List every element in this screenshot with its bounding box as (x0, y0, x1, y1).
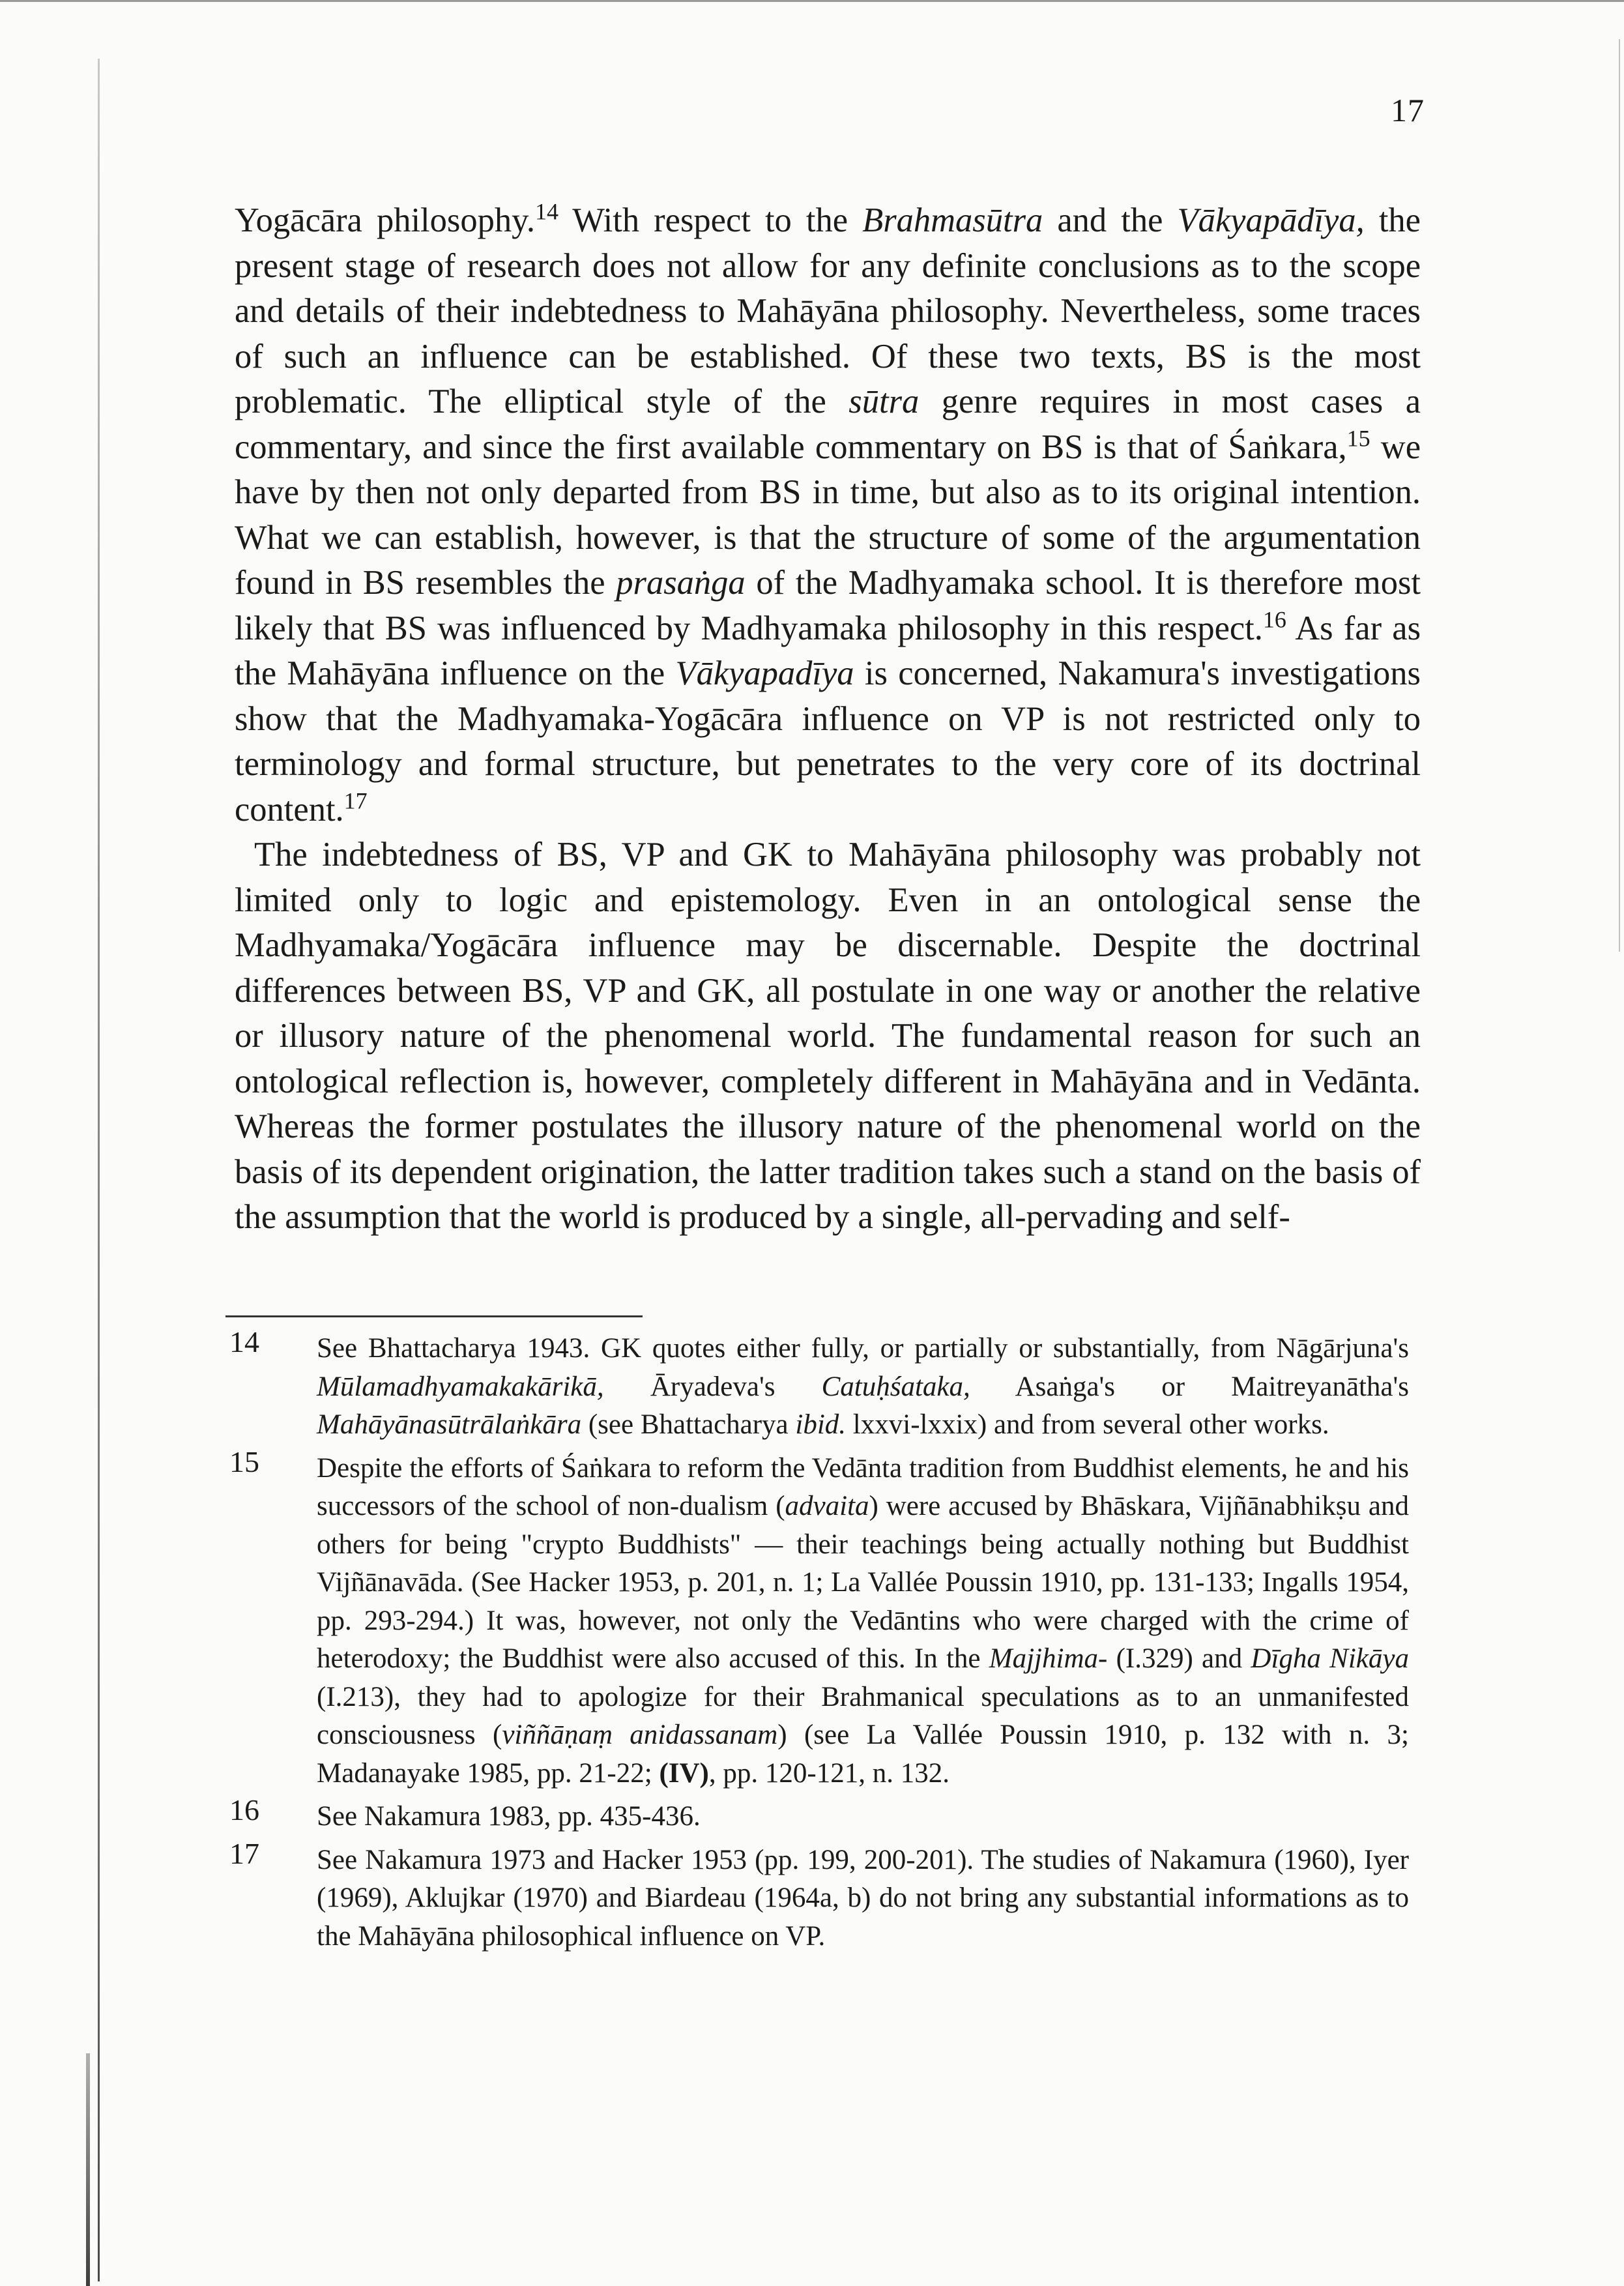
term-prasanga: prasaṅga (616, 564, 746, 602)
scan-top-edge (0, 0, 1624, 2)
footnote-number: 14 (229, 1325, 259, 1358)
footnote-ref-17[interactable]: 17 (343, 787, 368, 813)
title-brahmasutra: Brahmasūtra (862, 201, 1043, 239)
footnote-ref-14[interactable]: 14 (535, 198, 559, 225)
footnote-divider (225, 1315, 643, 1317)
footnote-ref-15[interactable]: 15 (1346, 425, 1370, 451)
page-number: 17 (1391, 92, 1425, 128)
footnote-15: 15 Despite the efforts of Śaṅkara to reform the Vedānta tradition from Buddhist elements, he and his successors of the school of non-dualism (advaita) were accused by Bhāskara, Vijñānabhikṣu and others for being "crypto Buddhists" — their teachings being actually nothing but Buddhist Vijñānavāda. (See Hacker 1953, p. 201, n. 1; La Vallée Poussin 1910, pp. 131-133; Ingalls 1954, pp. 293-294.) It was, however, not only the Vedāntins who were charged with the crime of heterodoxy; the Buddhist were also accused of this. In the Majjhima- (I.329) and Dīgha Nikāya (I.213), they had to apologize for their Brahmanical speculations as to an unmanifested consciousness (viññāṇaṃ anidassanam) (see La Vallée Poussin 1910, p. 132 with n. 3; Madanayake 1985, pp. 21-22; (IV), pp. 120-121, n. 132. (229, 1450, 1409, 1793)
main-text (235, 198, 1421, 1240)
term-sutra: sūtra (848, 383, 920, 420)
title-vakyapadiya-2: Vākyapadīya (675, 654, 854, 692)
footnotes (229, 1325, 1409, 1956)
footnote-16: 16 See Nakamura 1983, pp. 435-436. (229, 1798, 1409, 1836)
scan-binding-shadow (86, 2053, 90, 2286)
footnote-14: 14 See Bhattacharya 1943. GK quotes either fully, or partially or substantially, from Nāgārjuna's Mūlamadhyamakakārikā, Āryadeva's Catuḥśataka, Asaṅga's or Maitreyanātha's Mahāyānasūtrālaṅkāra (see Bhattacharya ibid. lxxvi-lxxix) and from several other works. (229, 1330, 1409, 1444)
paragraph-2: The indebtedness of BS, VP and GK to Mahāyāna philosophy was probably not limited only to logic and epistemology. Even in an ontological sense the Madhyamaka/Yogācāra influence may be discernable. Despite the doctrinal differences between BS, VP and GK, all postulate in one way or another the relative or illusory nature of the phenomenal world. The fundamental reason for such an ontological reflection is, however, completely different in Mahāyāna and in Vedānta. Whereas the former postulates the illusory nature of the phenomenal world on the basis of its dependent origination, the latter tradition takes such a stand on the basis of the assumption that the world is produced by a single, all-pervading and self- (235, 836, 1421, 1236)
footnote-number: 16 (229, 1793, 259, 1826)
paragraph-1: Yogācāra philosophy.$^{14}$ With respect to the Brahmasūtra and the Vākyapādīya, the present stage of research does not allow for any definite conclusions as to the scope and details of their indebtedness to Mahāyāna philosophy. Nevertheless, some traces of such an influence can be established. Of these two texts, BS is the most problematic. The elliptical style of the sūtra genre requires in most cases a commentary, and since the first available commentary on BS is that of Śaṅkara,$^{15}$ we have by then not only departed from BS in time, but also as to its original intention. What we can establish, however, is that the structure of some of the argumentation found in BS resembles the prasaṅga of the Madhyamaka school. It is therefore most likely that BS was influenced by Madhyamaka philosophy in this respect.$^{16}$ As far as the Mahāyāna influence on the Vākyapadīya is concerned, Nakamura's investigations show that the Madhyamaka-Yogācāra influence on VP is not restricted only to terminology and formal structure, but penetrates to the very core of its doctrinal content.$^{17}$ (235, 198, 1421, 828)
footnote-number: 17 (229, 1836, 259, 1870)
scan-right-edge (1619, 39, 1620, 952)
footnote-number: 15 (229, 1444, 259, 1478)
scan-binding-edge (98, 59, 100, 2281)
footnote-ref-16[interactable]: 16 (1262, 606, 1286, 632)
title-vakyapadiya: Vākyapādīya, (1177, 201, 1365, 239)
footnote-17: 17 See Nakamura 1973 and Hacker 1953 (pp. 199, 200-201). The studies of Nakamura (1960), Iyer (1969), Aklujkar (1970) and Biardeau (1964a, b) do not bring any substantial informations as to the Mahāyāna philosophical influence on VP. (229, 1841, 1409, 1956)
